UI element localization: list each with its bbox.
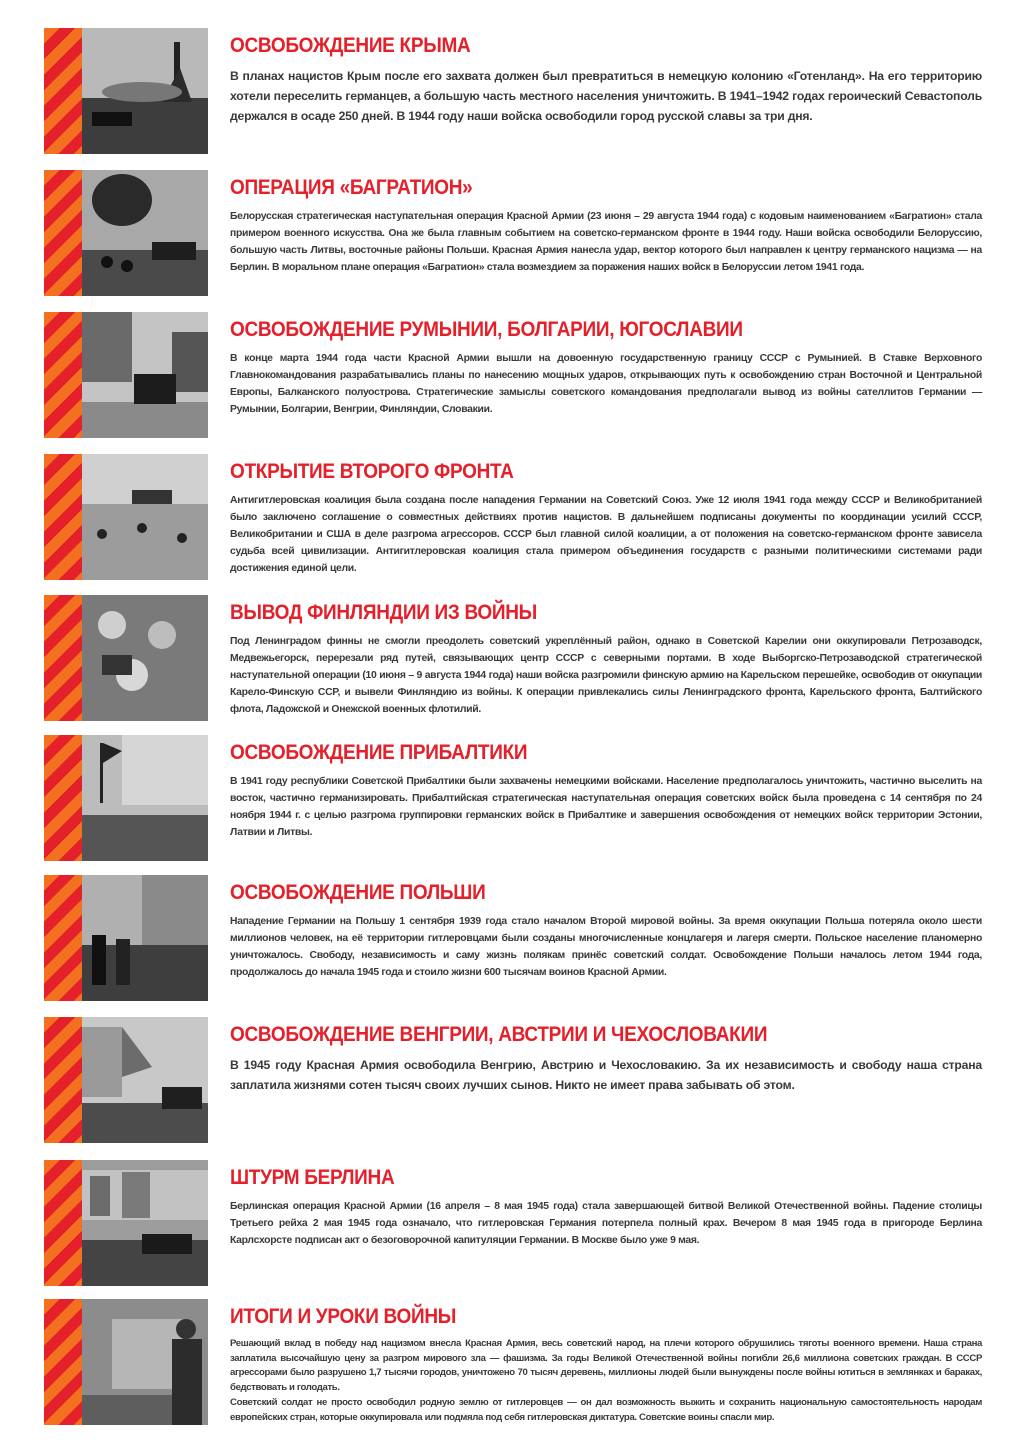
section-crimea (44, 28, 989, 154)
section-title: ОСВОБОЖДЕНИЕ РУМЫНИИ, БОЛГАРИИ, ЮГОСЛАВИИ (230, 318, 743, 342)
decorative-stripe (44, 875, 82, 1001)
section-title: ВЫВОД ФИНЛЯНДИИ ИЗ ВОЙНЫ (230, 601, 537, 625)
decorative-stripe (44, 1299, 82, 1425)
section-berlin (44, 1160, 989, 1286)
section-text: В конце марта 1944 года части Красной Армии вышли на довоенную государственную границу СССР с Румынией. В Ставке Верховного Главнокомандования разрабатывались планы по нанесению мощных ударов, открывающих путь к освобождению стран Восточной и Центральной Европы, Балканского полуострова. Стратегические замыслы советского командования предполагали вывод из войны сателлитов Германии — Румынии, Болгарии, Венгрии, Финляндии, Словакии. (230, 353, 982, 415)
section-baltics (44, 735, 989, 861)
photo-bagration (82, 170, 208, 296)
section-title: ИТОГИ И УРОКИ ВОЙНЫ (230, 1305, 457, 1329)
photo-hungary (82, 1017, 208, 1143)
section-text: Берлинская операция Красной Армии (16 апреля – 8 мая 1945 года) стала завершающей битвой Великой Отечественной войны. Падение столицы Третьего рейха 2 мая 1945 года означало, что гитлеровская Германия потерпела полный крах. Вечером 8 мая 1945 года в пригороде Берлина Карлсхорсте подписан акт о безоговорочной капитуляции Германии. В Москве было уже 9 мая. (230, 1201, 982, 1246)
section-text: В 1945 году Красная Армия освободила Венгрию, Австрию и Чехословакию. За их независимость и свободу наша страна заплатила жизнями сотен тысяч своих лучших сынов. Никто не имеет права забывать об этом. (230, 1058, 982, 1092)
section-text-2: Советский солдат не просто освободил родную землю от гитлеровцев — он дал возможность выжить и сохранить национальную самостоятельность народам европейских стран, которые оккупировала или подмяла под себя гитлеровская диктатура. Советские воины спасли мир. (230, 1397, 982, 1423)
section-title: ОСВОБОЖДЕНИЕ ПОЛЬШИ (230, 881, 486, 905)
decorative-stripe (44, 454, 82, 580)
section-title: ОСВОБОЖДЕНИЕ ВЕНГРИИ, АВСТРИИ И ЧЕХОСЛОВАКИИ (230, 1023, 768, 1047)
decorative-stripe (44, 1160, 82, 1286)
photo-results (82, 1299, 208, 1425)
photo-berlin (82, 1160, 208, 1286)
section-finland (44, 595, 989, 721)
decorative-stripe (44, 735, 82, 861)
section-poland (44, 875, 989, 1001)
section-text: Антигитлеровская коалиция была создана после нападения Германии на Советский Союз. Уже 12 июля 1941 года между СССР и Великобританией было заключено соглашение о совместных действиях против нацистов. В дальнейшем подписаны документы по координации усилий СССР, Великобритании и США в деле разгрома агрессоров. СССР был главной силой коалиции, а от положения на советско-германском фронте зависела судьба всей цивилизации. Антигитлеровская коалиция стала примером объединения государств с разными политическими системами ради достижения единой цели. (230, 495, 982, 574)
section-bagration (44, 170, 989, 296)
decorative-stripe (44, 28, 82, 154)
photo-romania (82, 312, 208, 438)
section-title: ШТУРМ БЕРЛИНА (230, 1166, 395, 1190)
section-title: ОТКРЫТИЕ ВТОРОГО ФРОНТА (230, 460, 514, 484)
section-title: ОСВОБОЖДЕНИЕ КРЫМА (230, 34, 471, 58)
photo-crimea (82, 28, 208, 154)
decorative-stripe (44, 170, 82, 296)
section-title: ОСВОБОЖДЕНИЕ ПРИБАЛТИКИ (230, 741, 528, 765)
section-second-front (44, 454, 989, 580)
photo-finland (82, 595, 208, 721)
section-text: Нападение Германии на Польшу 1 сентября 1939 года стало началом Второй мировой войны. За время оккупации Польша потеряла около шести миллионов человек, на её территории гитлеровцами были созданы многочисленные концлагеря и лагеря смерти. Польское население планомерно уничтожалось. Свободу, независимость и саму жизнь полякам принёс советский солдат. Освобождение Польши началось летом 1944 года, продолжалось до начала 1945 года и стоило жизни 600 тысячам воинов Красной Армии. (230, 916, 982, 978)
decorative-stripe (44, 312, 82, 438)
section-text: Белорусская стратегическая наступательная операция Красной Армии (23 июня – 29 августа 1944 года) с кодовым наименованием «Багратион» стала примером военного искусства. Она же была главным событием на советско-германском фронте в 1944 году. Наши войска освободили Белоруссию, большую часть Литвы, восточные районы Польши. Красная Армия нанесла удар, вектор которого был направлен к центру германского нацизма — на Берлин. В моральном плане операция «Багратион» стала возмездием за поражения наших войск в Белоруссии летом 1941 года. (230, 211, 982, 273)
section-romania-bulgaria-yugoslavia (44, 312, 989, 438)
section-text: Под Ленинградом финны не смогли преодолеть советский укреплённый район, однако в Советской Карелии они оккупировали Петрозаводск, Медвежьегорск, перерезали ряд путей, связывающих центр СССР с северными портами. В ходе Выборгско-Петрозаводской стратегической наступательной операции (10 июня – 9 августа 1944 года) наши войска разгромили финскую армию на Карельском перешейке, освободив от оккупации Карело-Финскую ССР, и вывели Финляндию из войны. К операции привлекались силы Ленинградского фронта, Карельского фронта, Балтийского флота, Ладожской и Онежской военных флотилий. (230, 636, 982, 715)
section-hungary-austria-czechoslovakia (44, 1017, 989, 1143)
section-title: ОПЕРАЦИЯ «БАГРАТИОН» (230, 176, 473, 200)
photo-poland (82, 875, 208, 1001)
section-text: Решающий вклад в победу над нацизмом внесла Красная Армия, весь советский народ, на плечи которого обрушились тяготы военного времени. Наша страна заплатила высочайшую цену за разгром мирового зла — фашизма. За годы Великой Отечественной войны погибли 26,6 миллиона советских граждан. В СССР агрессорами было разрушено 1,7 тысячи городов, уничтожено 70 тысяч деревень, миллионы людей были вынуждены после войны ютиться в землянках и бараках, бедствовать и голодать. (230, 1338, 982, 1393)
photo-second-front (82, 454, 208, 580)
section-text: В 1941 году республики Советской Прибалтики были захвачены немецкими войсками. Население предполагалось уничтожить, частично выселить на восток, частично германизировать. Прибалтийская стратегическая наступательная операция советских войск была проведена с 14 сентября по 24 ноября 1944 г. с целью разгрома группировки германских войск в Прибалтике и завершения освобождения от немецких войск территории Эстонии, Латвии и Литвы. (230, 776, 982, 838)
photo-baltics (82, 735, 208, 861)
section-text: В планах нацистов Крым после его захвата должен был превратиться в немецкую колонию «Готенланд». На его территорию хотели переселить германцев, а большую часть местного населения уничтожить. В 1941–1942 годах героический Севастополь держался в осаде 250 дней. В 1944 году наши войска освободили город русской славы за три дня. (230, 69, 982, 123)
section-results-lessons (44, 1299, 989, 1425)
decorative-stripe (44, 595, 82, 721)
decorative-stripe (44, 1017, 82, 1143)
